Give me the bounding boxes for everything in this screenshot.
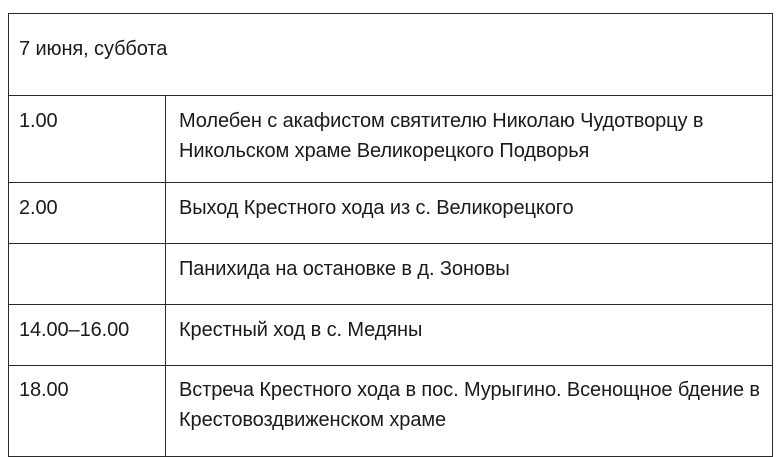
- table-row: [9, 96, 773, 183]
- event-cell: [166, 183, 773, 244]
- time-cell: [9, 244, 166, 305]
- date-header: [9, 14, 773, 96]
- time-text: 2.00: [19, 197, 58, 219]
- date-header-row: [9, 14, 773, 96]
- schedule-table: [8, 13, 773, 457]
- time-text: 1.00: [19, 110, 58, 132]
- event-text-line: Выход Крестного хода из с. Великорецкого: [179, 197, 574, 219]
- event-cell: [166, 366, 773, 457]
- event-text-line: Молебен с акафистом святителю Николаю Чудотворцу в: [179, 110, 704, 132]
- event-cell: [166, 96, 773, 183]
- time-cell: [9, 183, 166, 244]
- event-text-line: Крестный ход в с. Медяны: [179, 319, 423, 341]
- table-row: [9, 366, 773, 457]
- time-cell: [9, 96, 166, 183]
- time-text: 14.00–16.00: [19, 319, 130, 341]
- event-text-line: Никольском храме Великорецкого Подворья: [179, 140, 590, 162]
- event-cell: [166, 305, 773, 366]
- table-row: [9, 183, 773, 244]
- table-row: [9, 244, 773, 305]
- time-cell: [9, 366, 166, 457]
- table-row: [9, 305, 773, 366]
- date-header-text: 7 июня, суббота: [19, 38, 168, 60]
- time-cell: [9, 305, 166, 366]
- event-text-line: Панихида на остановке в д. Зоновы: [179, 258, 510, 280]
- event-text-line: Встреча Крестного хода в пос. Мурыгино. Всенощное бдение в: [179, 379, 760, 401]
- event-cell: [166, 244, 773, 305]
- event-text-line: Крестовоздвиженском храме: [179, 409, 447, 431]
- time-text: 18.00: [19, 379, 69, 401]
